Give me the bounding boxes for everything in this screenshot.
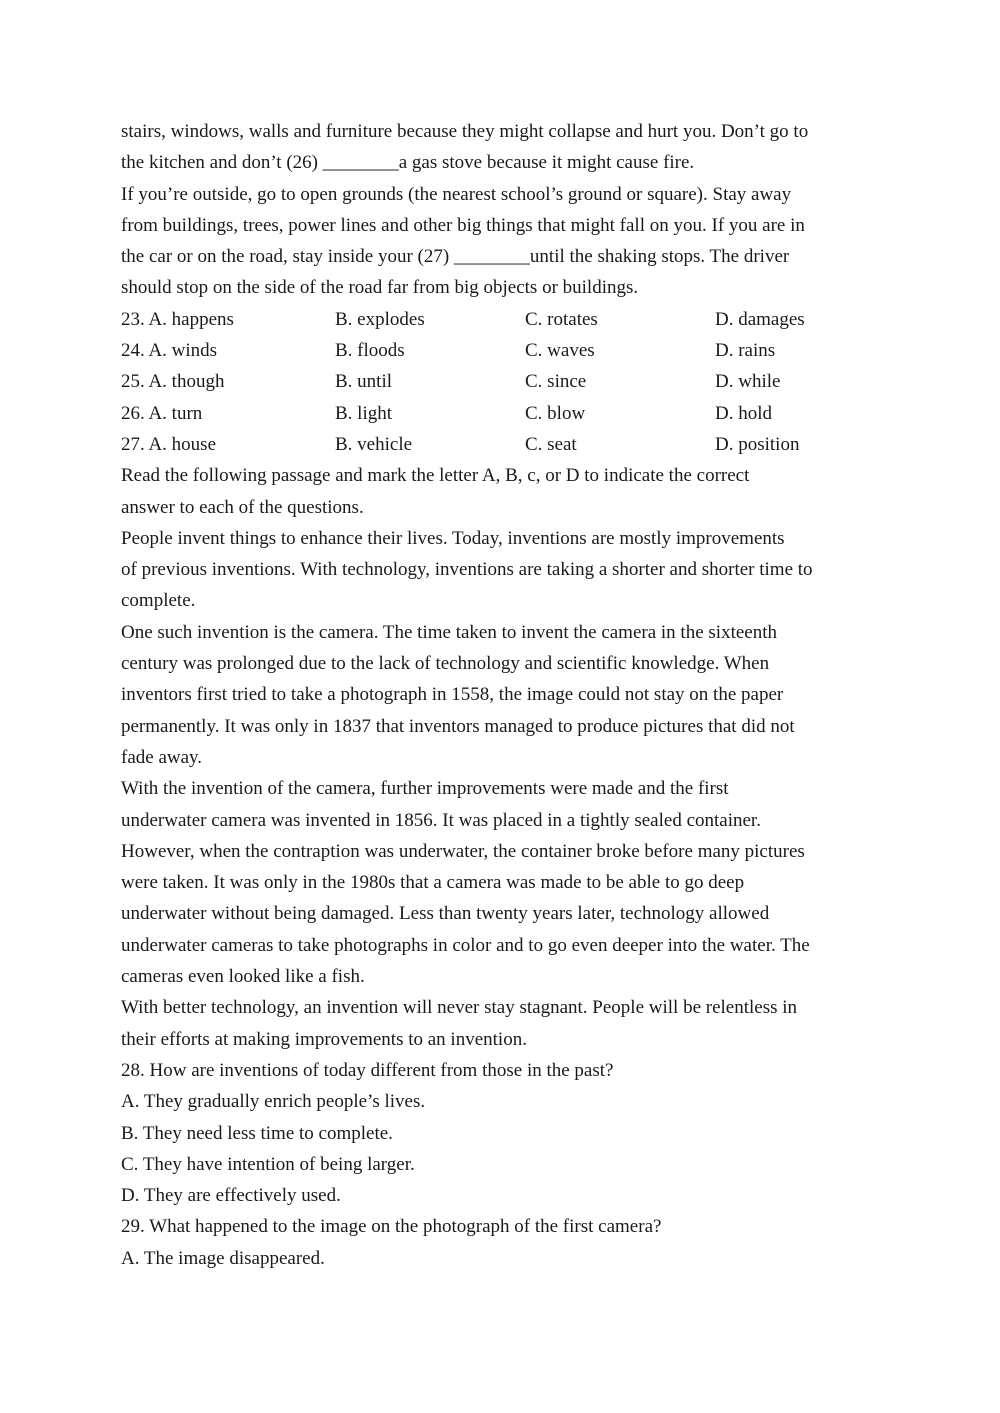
passage-line: of previous inventions. With technology, inventions are taking a shorter and shorter time to (121, 559, 813, 581)
passage-line: underwater without being damaged. Less than twenty years later, technology allowed (121, 903, 770, 925)
passage-line: stairs, windows, walls and furniture because they might collapse and hurt you. Don’t go to (121, 121, 809, 142)
passage-line: inventors first tried to take a photograph in 1558, the image could not stay on the paper (121, 684, 784, 706)
option-d: D. damages (715, 308, 805, 330)
passage-line: However, when the contraption was underwater, the container broke before many pictures (121, 840, 805, 862)
passage-line: cameras even looked like a fish. (121, 966, 365, 988)
passage-line: With the invention of the camera, further improvements were made and the first (121, 778, 729, 800)
instruction-line: Read the following passage and mark the letter A, B, c, or D to indicate the correct (121, 465, 750, 487)
passage-line: from buildings, trees, power lines and other big things that might fall on you. If you are in (121, 214, 805, 236)
question-28-option-a: A. They gradually enrich people’s lives. (121, 1091, 426, 1113)
option-b: B. explodes (335, 308, 425, 330)
passage-line: fade away. (121, 746, 203, 768)
option-d: D. hold (715, 402, 772, 424)
worksheet-page (121, 116, 866, 1274)
question-29-option-a: A. The image disappeared. (121, 1247, 325, 1269)
questions (121, 1055, 866, 1274)
passage-line: their efforts at making improvements to an invention. (121, 1028, 527, 1050)
question-28-stem: 28. How are inventions of today different from those in the past? (121, 1059, 614, 1081)
passage-line: People invent things to enhance their lives. Today, inventions are mostly improvements (121, 527, 785, 549)
cloze-options (121, 304, 866, 460)
passage-line: If you’re outside, go to open grounds (the nearest school’s ground or square). Stay away (121, 183, 792, 205)
question-25-options (121, 366, 866, 397)
question-27-options (121, 429, 866, 460)
question-24-options (121, 335, 866, 366)
passage-line: With better technology, an invention will never stay stagnant. People will be relentless in (121, 997, 798, 1019)
option-d: D. rains (715, 340, 776, 362)
passage-line: the kitchen and don’t (26) ________a gas stove because it might cause fire. (121, 152, 695, 174)
question-29-stem: 29. What happened to the image on the photograph of the first camera? (121, 1216, 662, 1238)
option-a: 24. A. winds (121, 340, 218, 362)
option-b: B. until (335, 371, 393, 393)
option-a: 27. A. house (121, 433, 216, 455)
option-c: C. rotates (525, 308, 598, 330)
option-c: C. blow (525, 402, 586, 424)
question-28-option-d: D. They are effectively used. (121, 1185, 341, 1207)
reading-section (121, 460, 866, 1055)
passage-end (121, 116, 866, 304)
option-a: 25. A. though (121, 371, 225, 393)
question-28-option-c: C. They have intention of being larger. (121, 1153, 415, 1175)
passage-line: underwater cameras to take photographs in color and to go even deeper into the water. The (121, 934, 810, 956)
question-23-options (121, 304, 866, 335)
passage-line: permanently. It was only in 1837 that inventors managed to produce pictures that did not (121, 715, 795, 737)
option-c: C. waves (525, 340, 595, 362)
option-b: B. floods (335, 340, 405, 362)
question-26-options (121, 398, 866, 429)
passage-line: the car or on the road, stay inside your (27) ________until the shaking stops. The driver (121, 246, 790, 268)
passage-line: One such invention is the camera. The time taken to invent the camera in the sixteenth (121, 621, 777, 643)
option-c: C. seat (525, 433, 577, 455)
passage-line: underwater camera was invented in 1856. It was placed in a tightly sealed container. (121, 809, 761, 831)
passage-line: should stop on the side of the road far from big objects or buildings. (121, 277, 639, 299)
option-d: D. while (715, 371, 781, 393)
instruction-line: answer to each of the questions. (121, 496, 364, 518)
passage-line: were taken. It was only in the 1980s that a camera was made to be able to go deep (121, 872, 745, 894)
option-b: B. vehicle (335, 433, 413, 455)
passage-line: century was prolonged due to the lack of technology and scientific knowledge. When (121, 653, 770, 675)
option-d: D. position (715, 433, 800, 455)
option-a: 23. A. happens (121, 308, 234, 330)
question-28-option-b: B. They need less time to complete. (121, 1122, 393, 1144)
option-a: 26. A. turn (121, 402, 203, 424)
option-b: B. light (335, 402, 393, 424)
passage-line: complete. (121, 590, 196, 612)
option-c: C. since (525, 371, 587, 393)
